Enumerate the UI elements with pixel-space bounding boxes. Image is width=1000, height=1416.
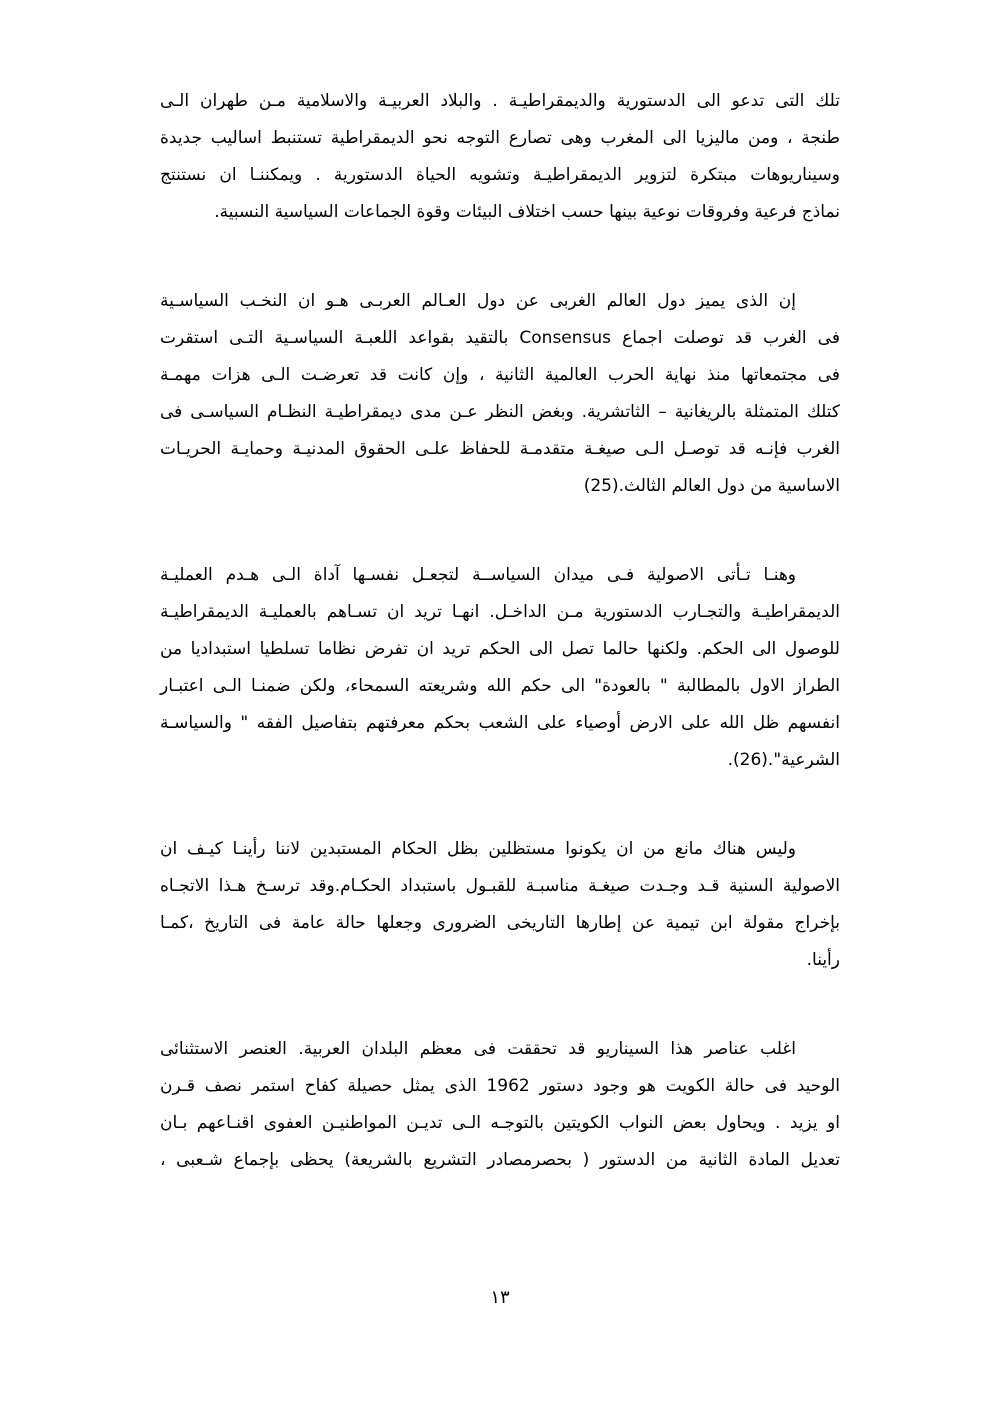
text-line: الوحيد فى حالة الكويت هو وجود دستور 1962 الذى يمثل حصيلة كفاح استمر نصف قـرن bbox=[160, 1076, 840, 1096]
paragraph-2 bbox=[160, 283, 840, 505]
text-line: فى الغرب قد توصلت اجماع Consensus بالتقيد بقواعد اللعبـة السياسـية التـى استقرت bbox=[160, 328, 840, 348]
text-line: الغرب فإنـه قد توصـل الـى صيغـة متقدمـة للحفاظ علـى الحقوق المدنيـة وحمايـة الحريـات bbox=[160, 439, 840, 459]
text-line: نماذج فرعية وفروقات نوعية بينها حسب اختلاف البيئات وقوة الجماعات السياسية النسبية. bbox=[214, 202, 840, 222]
paragraph-4 bbox=[160, 831, 840, 979]
text-line: وسيناريوهات مبتكرة لتزوير الديمقراطيـة وتشويه الحياة الدستورية . ويمكننـا ان نستنتج bbox=[160, 165, 840, 185]
text-line: الديمقراطيـة والتجـارب الدستورية مـن الداخـل. انهـا تريد ان تسـاهم بالعمليـة الديمقراطيـة bbox=[160, 602, 840, 622]
text-line: للوصول الى الحكم. ولكنها حالما تصل الى الحكم تريد ان تفرض نظاما تسلطيا استبداديا من bbox=[160, 639, 840, 659]
text-line: اغلب عناصر هذا السيناريو قد تحققت فى معظم البلدان العربية. العنصر الاستثنائى bbox=[160, 1039, 796, 1059]
text-line: الاصولية السنية قـد وجـدت صيغـة مناسبـة للقبـول باستبداد الحكـام.وقد ترسـخ هـذا الاتجـاه bbox=[160, 876, 840, 896]
document-body bbox=[160, 83, 840, 1179]
text-line: او يزيد . ويحاول بعض النواب الكويتين بالتوجـه الـى تديـن المواطنيـن العفوى اقنـاعهم بـان bbox=[160, 1113, 840, 1133]
text-line: تلك التى تدعو الى الدستورية والديمقراطيـة . والبلاد العربيـة والاسلامية مـن طهران الـى bbox=[160, 91, 840, 111]
paragraph-5 bbox=[160, 1031, 840, 1179]
text-line: وليس هناك مانع من ان يكونوا مستظلين بظل الحكام المستبدين لاننا رأينـا كيـف ان bbox=[160, 839, 796, 859]
text-line: رأينا. bbox=[806, 950, 840, 970]
text-line: انفسهم ظل الله على الارض أوصياء على الشعب بحكم معرفتهم بتفاصيل الفقه " والسياسـة bbox=[160, 713, 840, 733]
text-line: تعديل المادة الثانية من الدستور ( بحصرمصادر التشريع بالشريعة) يحظى بإجماع شـعبى ، bbox=[160, 1150, 840, 1170]
text-line: كتلك المتمثلة بالريغانية – الثاتشرية. وبغض النظر عـن مدى ديمقراطيـة النظـام السياسـى فى bbox=[160, 402, 840, 422]
text-line: الشرعية".(26). bbox=[727, 750, 840, 770]
text-line: وهنـا تـأتى الاصولية فـى ميدان السياســة لتجعـل نفسـها آداة الـى هـدم العمليـة bbox=[160, 565, 796, 585]
text-line: الاساسية من دول العالم الثالث.(25) bbox=[583, 476, 840, 496]
page-number: ١٣ bbox=[490, 1287, 510, 1308]
text-line: فى مجتمعاتها منذ نهاية الحرب العالمية الثانية ، وإن كانت قد تعرضـت الـى هزات مهمـة bbox=[160, 365, 840, 385]
text-line: بإخراج مقولة ابن تيمية عن إطارها التاريخى الضرورى وجعلها حالة عامة فى التاريخ ،كمـا bbox=[160, 913, 840, 933]
paragraph-1 bbox=[160, 83, 840, 231]
paragraph-3 bbox=[160, 557, 840, 779]
text-line: إن الذى يميز دول العالم الغربى عن دول العـالم العربـى هـو ان النخـب السياسـية bbox=[160, 291, 796, 311]
text-line: طنجة ، ومن ماليزيا الى المغرب وهى تصارع التوجه نحو الديمقراطية تستنبط اساليب جديدة bbox=[160, 128, 840, 148]
text-line: الطراز الاول بالمطالبة " بالعودة" الى حكم الله وشريعته السمحاء، ولكن ضمنـا الـى اعتبـار bbox=[160, 676, 840, 696]
